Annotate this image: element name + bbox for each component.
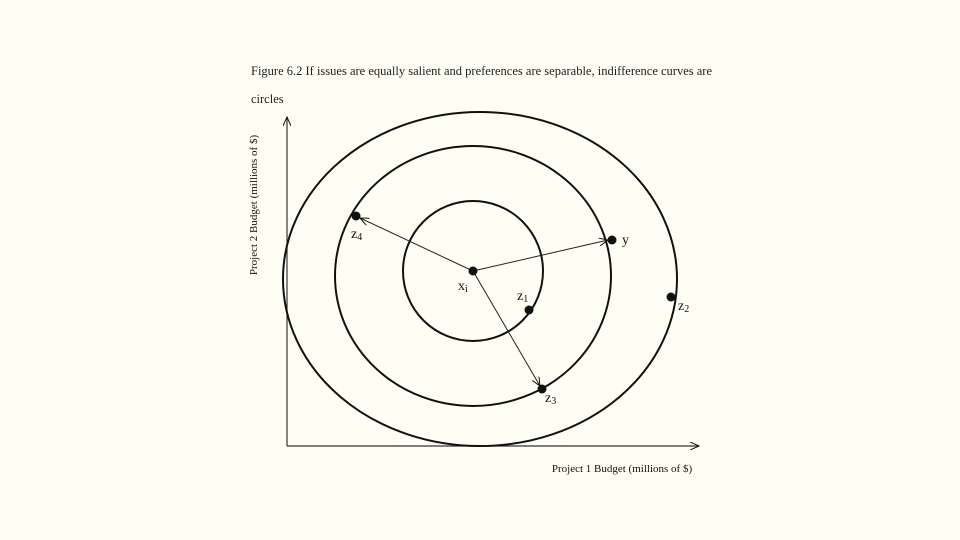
outer-indifference-curve [283,112,677,446]
z1-label: z1 [517,289,529,305]
figure-caption-line-1: Figure 6.2 If issues are equally salient and preferences are separable, indifference curves are [251,64,713,78]
arrow-to-z4 [360,218,473,271]
z4-label: z4 [351,227,363,243]
arrow-to-z3 [473,271,540,386]
z2-label: z2 [678,299,690,315]
figure-caption-line-2: circles [251,92,284,106]
point-z4 [352,212,361,221]
middle-indifference-curve [335,146,611,406]
ideal-point-xi [469,267,478,276]
z3-label: z3 [545,391,557,407]
point-y [608,236,617,245]
y-label: y [622,233,629,248]
y-axis-label: Project 2 Budget (millions of $) [248,134,260,276]
point-z1 [525,306,534,315]
arrow-to-y [473,240,608,271]
ideal-point-label: xi [458,279,468,295]
point-z2 [667,293,676,302]
x-axis-label: Project 1 Budget (millions of $) [551,463,693,475]
